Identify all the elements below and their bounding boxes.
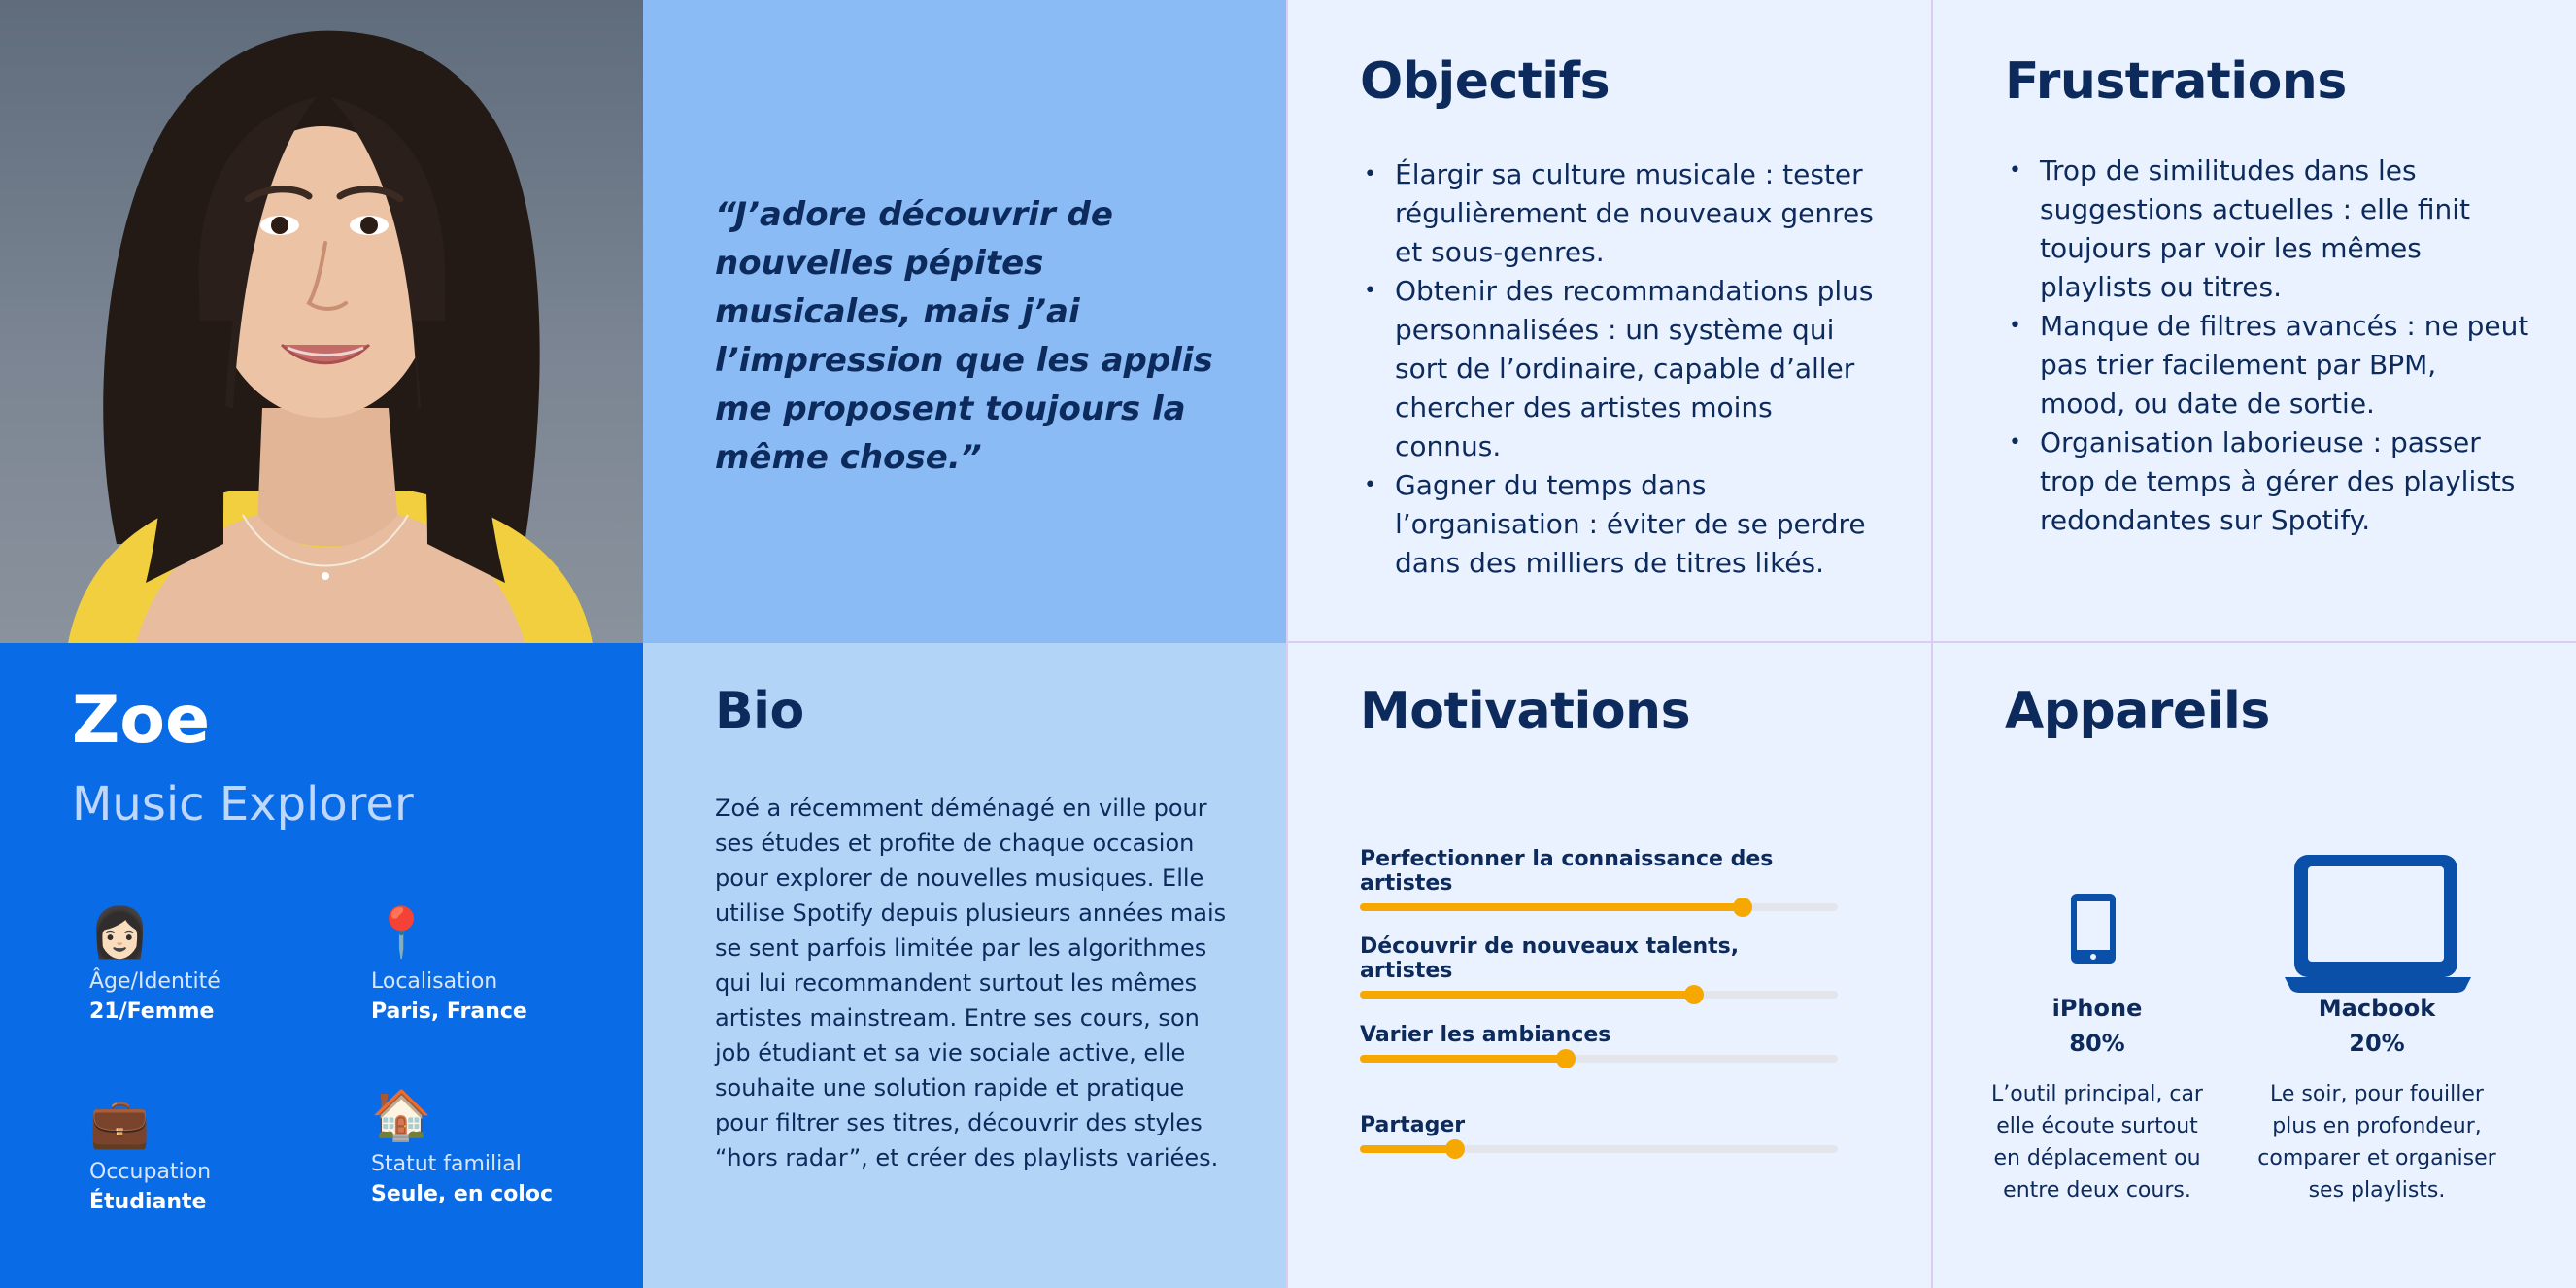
motivation-track [1360, 903, 1838, 911]
portrait-illustration [0, 0, 643, 643]
motivations-panel [1286, 643, 1931, 1288]
attribute-value: Seule, en coloc [371, 1182, 553, 1206]
attribute-label: Localisation [371, 969, 498, 994]
persona-quote-panel [643, 0, 1286, 643]
attribute-label: Statut familial [371, 1152, 522, 1176]
bio-panel [643, 643, 1286, 1288]
motivation-fill [1360, 1145, 1455, 1153]
motivation-fill [1360, 991, 1694, 999]
bio-title: Bio [715, 682, 804, 740]
motivation-item [1360, 1113, 1838, 1153]
attribute-location [371, 905, 527, 1024]
persona-identity-panel [0, 643, 643, 1288]
woman-emoji-icon: 👩🏻 [89, 904, 151, 961]
device-macbook [2257, 995, 2496, 1206]
motivation-track [1360, 1055, 1838, 1063]
objectives-title: Objectifs [1360, 52, 1610, 111]
motivation-label: Varier les ambiances [1360, 1023, 1611, 1047]
objectives-panel [1286, 0, 1931, 643]
motivation-label: Perfectionner la connaissance des artistes [1360, 847, 1774, 896]
bio-text: Zoé a récemment déménagé en ville pour ses études et profite de chaque occasion pour explorer de nouvelles musiques. Elle utilise Spotify depuis plusieurs années mais se sent parfois limitée par les algorithmes qui lui recommandent surtout les mêmes artistes mainstream. Entre ses cours, son job étudiant et sa vie sociale active, elle souhaite une solution rapide et pratique pour filtrer ses titres, découvrir des styles “hors radar”, et créer des playlists variées. [715, 795, 1227, 1171]
attribute-label: Âge/Identité [89, 969, 220, 994]
list-item: • Trop de similitudes dans les suggestions actuelles : elle finit toujours par voir les mêmes playlists ou titres. [2005, 152, 2529, 307]
attribute-value: Étudiante [89, 1190, 207, 1214]
device-description: L’outil principal, car elle écoute surtout en déplacement ou entre deux cours. [1991, 1082, 2203, 1203]
motivation-knob [1556, 1049, 1576, 1068]
objectives-list [1360, 155, 1884, 583]
motivation-track [1360, 1145, 1838, 1153]
motivation-knob [1733, 898, 1752, 917]
list-item: • Obtenir des recommandations plus personnalisées : un système qui sort de l’ordinaire, capable d’aller chercher des artistes moins connus. [1360, 272, 1884, 466]
device-name: iPhone [2051, 995, 2143, 1022]
motivation-item [1360, 1023, 1838, 1063]
house-emoji-icon: 🏠 [371, 1087, 432, 1143]
frustrations-panel [1931, 0, 2576, 643]
pin-emoji-icon: 📍 [371, 904, 432, 961]
motivation-label: Partager [1360, 1113, 1466, 1137]
laptop-icon [2285, 853, 2471, 993]
list-item: • Organisation laborieuse : passer trop de temps à gérer des playlists redondantes sur Spotify. [2005, 424, 2529, 540]
attribute-age [89, 905, 220, 1024]
attribute-value: Paris, France [371, 1000, 527, 1024]
briefcase-emoji-icon: 💼 [89, 1095, 151, 1151]
devices-panel [1931, 643, 2576, 1288]
motivation-item [1360, 934, 1838, 999]
motivation-fill [1360, 1055, 1566, 1063]
motivation-label: Découvrir de nouveaux talents, artistes [1360, 934, 1740, 983]
motivation-knob [1445, 1139, 1465, 1159]
attribute-value: 21/Femme [89, 1000, 215, 1024]
persona-quote: “J’adore découvrir de nouvelles pépites musicales, mais j’ai l’impression que les applis me proposent toujours la même chose.” [715, 195, 1213, 477]
motivation-fill [1360, 903, 1743, 911]
motivation-item [1360, 847, 1838, 911]
device-iphone [1985, 995, 2209, 1206]
persona-name: Zoe [72, 682, 211, 759]
attribute-label: Occupation [89, 1160, 212, 1184]
motivation-knob [1684, 985, 1704, 1004]
frustrations-list [2005, 152, 2529, 540]
list-item: • Manque de filtres avancés : ne peut pas trier facilement par BPM, mood, ou date de sortie. [2005, 307, 2529, 424]
attribute-family-status [371, 1088, 553, 1206]
persona-role: Music Explorer [72, 777, 414, 831]
device-description: Le soir, pour fouiller plus en profondeur, comparer et organiser ses playlists. [2257, 1082, 2496, 1203]
persona-photo [0, 0, 643, 643]
device-name: Macbook [2318, 995, 2436, 1022]
frustrations-title: Frustrations [2005, 52, 2347, 111]
devices-title: Appareils [2005, 682, 2270, 740]
list-item: • Gagner du temps dans l’organisation : éviter de se perdre dans des milliers de titres likés. [1360, 466, 1884, 583]
motivations-title: Motivations [1360, 682, 1691, 740]
smartphone-icon [2069, 892, 2118, 966]
list-item: • Élargir sa culture musicale : tester régulièrement de nouveaux genres et sous-genres. [1360, 155, 1884, 272]
motivation-track [1360, 991, 1838, 999]
device-percent: 80% [2069, 1030, 2125, 1057]
attribute-occupation [89, 1096, 211, 1214]
device-percent: 20% [2349, 1030, 2405, 1057]
